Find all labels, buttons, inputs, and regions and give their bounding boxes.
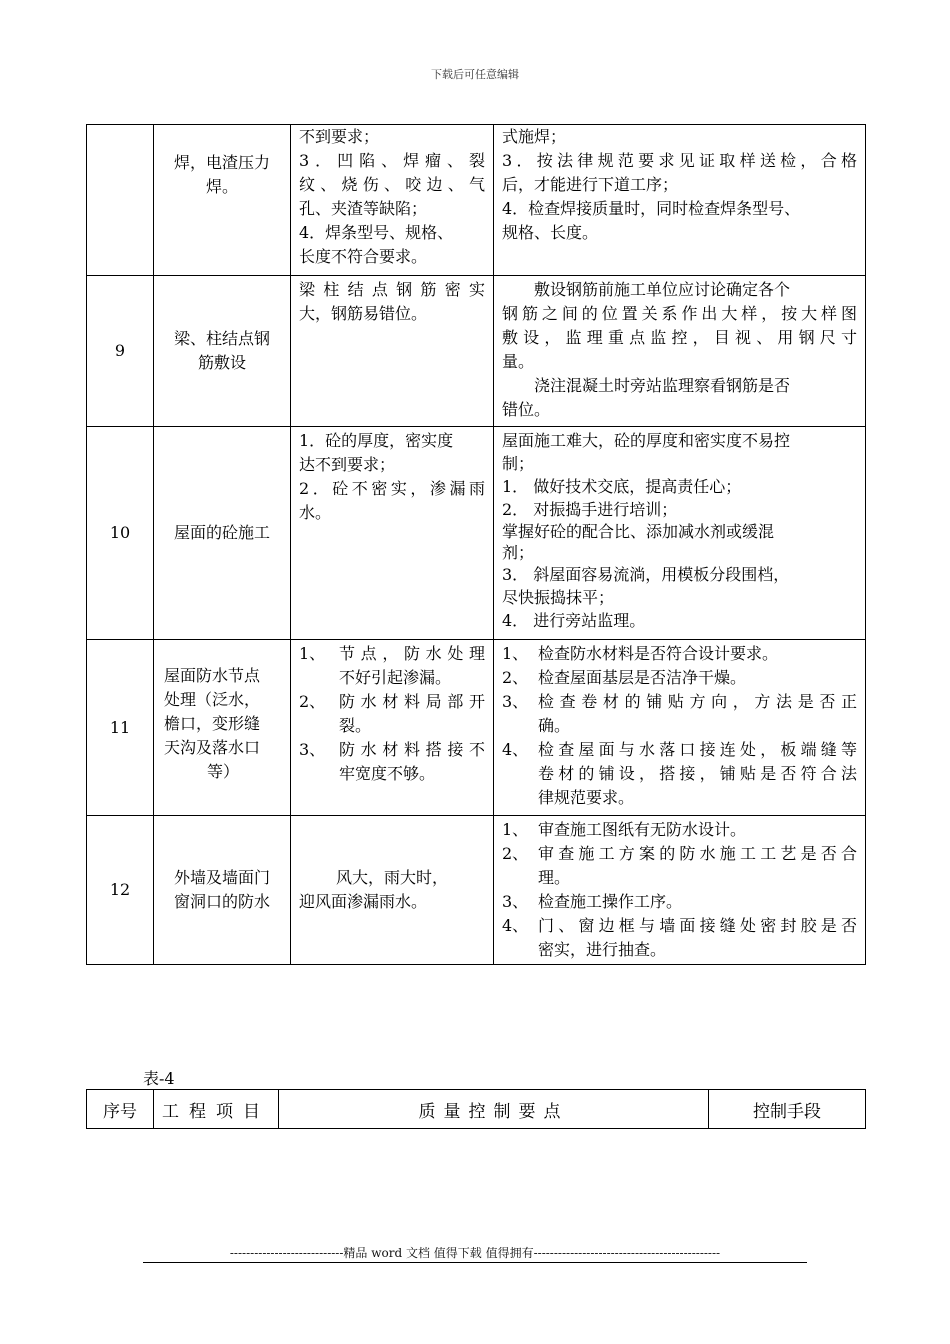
row-number: 12 <box>87 816 154 965</box>
table-row <box>87 125 866 276</box>
problem-line: 长度不符合要求。 <box>299 247 428 266</box>
measure-line: 敷设钢筋前施工单位应讨论确定各个 <box>534 280 791 299</box>
item-line: 处理（泛水， <box>164 690 261 709</box>
row-item <box>154 640 291 816</box>
measure-line: 钢筋之间的位置关系作出大样，按大样图 <box>502 304 857 323</box>
measure-line: 敷设，监理重点监控，目视、用钢尺寸 <box>502 328 857 347</box>
table-caption: 表-4 <box>143 1069 175 1088</box>
entry-marker: 1、 <box>299 644 326 663</box>
entry-marker: 1、 <box>502 820 529 839</box>
problem-line: 3．凹陷、焊瘤、裂 <box>299 151 485 170</box>
item-line: 筋敷设 <box>197 353 246 372</box>
item-line: 檐口，变形缝 <box>164 714 261 733</box>
entry-line: 检查屋面与水落口接连处，板端缝等 <box>538 740 857 759</box>
header-cell-key-points: 质量控制要点 <box>279 1090 709 1129</box>
item-line: 焊。 <box>205 177 238 196</box>
problem-line: 2．砼不密实，渗漏雨 <box>299 479 485 498</box>
problem-entry <box>299 642 485 690</box>
row-number: 9 <box>87 276 154 427</box>
entry-marker: 3、 <box>299 740 326 759</box>
measure-entry <box>502 914 857 962</box>
measure-line: 规格、长度。 <box>502 223 599 242</box>
item-line: 梁、柱结点钢 <box>173 329 270 348</box>
table-row <box>87 276 866 427</box>
measure-line: 浇注混凝土时旁站监理察看钢筋是否 <box>534 376 791 395</box>
row-measure <box>494 427 866 640</box>
row-item <box>154 816 291 965</box>
entry-line: 密实，进行抽查。 <box>538 940 667 959</box>
measure-line: 4．检查焊接质量时，同时检查焊条型号、 <box>502 199 801 218</box>
row-item <box>154 427 291 640</box>
table-row <box>87 427 866 640</box>
row-problem <box>291 640 494 816</box>
measure-line: 量。 <box>502 352 535 371</box>
problem-line: 不到要求； <box>299 127 380 146</box>
problem-entry <box>299 738 485 786</box>
item-line: 外墙及墙面门 <box>173 868 270 887</box>
row-measure <box>494 276 866 427</box>
row-number: 11 <box>87 640 154 816</box>
measure-line: 式施焊； <box>502 127 567 146</box>
measure-line: 尽快振捣抹平； <box>502 588 615 607</box>
footer-rule <box>143 1262 807 1263</box>
entry-line: 门、窗边框与墙面接缝处密封胶是否 <box>538 916 857 935</box>
item-line: 焊，电渣压力 <box>173 153 270 172</box>
measure-line: 2． 对振捣手进行培训； <box>502 500 678 519</box>
measure-line: 3．按法律规范要求见证取样送检，合格 <box>502 151 857 170</box>
measure-line: 3． 斜屋面容易流淌，用模板分段围档， <box>502 565 790 584</box>
entry-line: 理。 <box>538 868 571 887</box>
header-note: 下载后可任意编辑 <box>431 68 519 81</box>
problem-line: 孔、夹渣等缺陷； <box>299 199 428 218</box>
table-row <box>87 816 866 965</box>
measure-line: 掌握好砼的配合比、添加减水剂或缓混 <box>502 522 775 541</box>
item-line: 屋面防水节点 <box>164 666 261 685</box>
header-row <box>87 1090 866 1129</box>
table-row <box>87 640 866 816</box>
entry-line: 审查施工方案的防水施工工艺是否合 <box>538 844 857 863</box>
row-problem <box>291 427 494 640</box>
item-line: 窗洞口的防水 <box>173 892 270 911</box>
problem-line: 4．焊条型号、规格、 <box>299 223 454 242</box>
item-line: 屋面的砼施工 <box>173 523 270 542</box>
problem-line: 梁柱结点钢筋密实 <box>299 280 485 299</box>
problem-line: 大，钢筋易错位。 <box>299 304 428 323</box>
entry-line: 确。 <box>538 716 571 735</box>
entry-line: 不好引起渗漏。 <box>339 668 452 687</box>
entry-line: 检查防水材料是否符合设计要求。 <box>538 644 779 663</box>
item-line: 天沟及落水口 <box>164 738 261 757</box>
row-problem <box>291 125 494 276</box>
footer-text: ----------------------------精品 word 文档 值得下载 值得拥有---------------------------------------------- <box>229 1246 721 1260</box>
problem-line: 水。 <box>299 503 332 522</box>
quality-control-table <box>86 124 866 965</box>
row-item <box>154 125 291 276</box>
header-cell-control-means: 控制手段 <box>709 1090 866 1129</box>
problem-line: 1．砼的厚度，密实度 <box>299 431 454 450</box>
entry-line: 裂。 <box>339 716 372 735</box>
measure-entry <box>502 666 857 690</box>
measure-line: 后，才能进行下道工序； <box>502 175 679 194</box>
entry-marker: 3、 <box>502 892 529 911</box>
measure-entry <box>502 842 857 890</box>
measure-line: 制； <box>502 454 535 473</box>
entry-marker: 2、 <box>502 844 529 863</box>
entry-line: 防水材料局部开 <box>339 692 485 711</box>
row-measure <box>494 640 866 816</box>
measure-line: 错位。 <box>502 400 551 419</box>
entry-marker: 2、 <box>502 668 529 687</box>
entry-line: 检查施工操作工序。 <box>538 892 683 911</box>
measure-entry <box>502 642 857 666</box>
measure-line: 4． 进行旁站监理。 <box>502 611 646 630</box>
row-measure <box>494 125 866 276</box>
entry-marker: 4、 <box>502 740 529 759</box>
header-cell-number: 序号 <box>87 1090 154 1129</box>
entry-line: 审查施工图纸有无防水设计。 <box>538 820 747 839</box>
entry-line: 律规范要求。 <box>538 788 635 807</box>
measure-line: 剂； <box>502 543 535 562</box>
entry-marker: 2、 <box>299 692 326 711</box>
table-4-header <box>86 1089 866 1129</box>
row-measure <box>494 816 866 965</box>
problem-line: 纹、烧伤、咬边、气 <box>299 175 485 194</box>
entry-line: 牢宽度不够。 <box>339 764 436 783</box>
problem-line: 达不到要求； <box>299 455 396 474</box>
measure-entry <box>502 738 857 810</box>
entry-line: 卷材的铺设，搭接，铺贴是否符合法 <box>538 764 857 783</box>
header-cell-item: 工程项目 <box>154 1090 279 1129</box>
measure-line: 屋面施工难大，砼的厚度和密实度不易控 <box>502 431 791 450</box>
problem-line: 风大，雨大时， <box>335 868 448 887</box>
measure-entry <box>502 690 857 738</box>
problem-line: 迎风面渗漏雨水。 <box>299 892 428 911</box>
row-problem <box>291 276 494 427</box>
measure-entry <box>502 818 857 842</box>
entry-marker: 3、 <box>502 692 529 711</box>
item-line: 等） <box>206 762 239 781</box>
row-number: 10 <box>87 427 154 640</box>
entry-line: 检查屋面基层是否洁净干燥。 <box>538 668 747 687</box>
problem-entry <box>299 690 485 738</box>
entry-line: 防水材料搭接不 <box>339 740 485 759</box>
entry-marker: 4、 <box>502 916 529 935</box>
entry-line: 节点，防水处理 <box>339 644 485 663</box>
entry-marker: 1、 <box>502 644 529 663</box>
entry-line: 检查卷材的铺贴方向，方法是否正 <box>538 692 857 711</box>
row-number <box>87 125 154 276</box>
row-item <box>154 276 291 427</box>
measure-entry <box>502 890 857 914</box>
row-problem <box>291 816 494 965</box>
measure-line: 1． 做好技术交底，提高责任心； <box>502 477 742 496</box>
